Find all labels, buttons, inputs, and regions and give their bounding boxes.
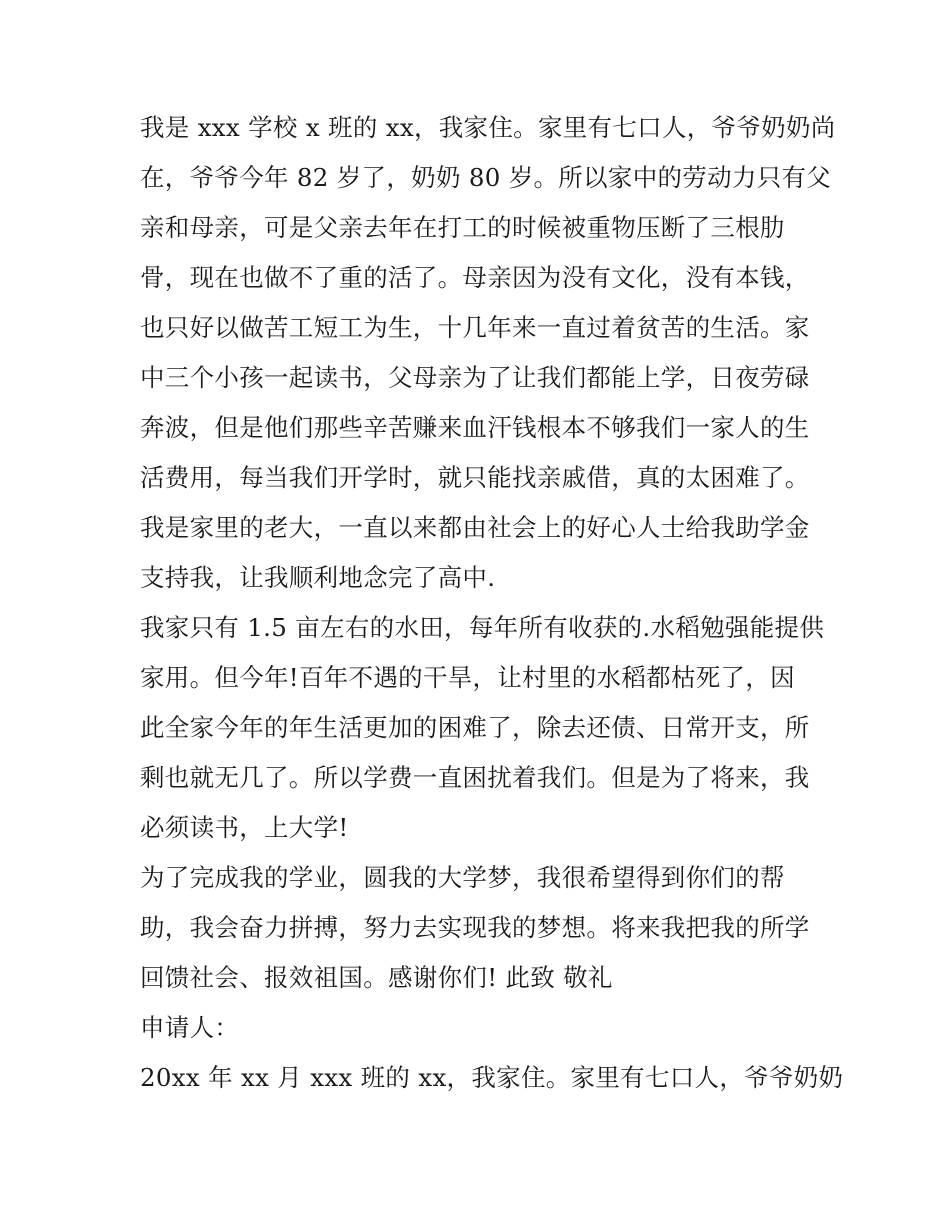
text-line: 亲和母亲，可是父亲去年在打工的时候被重物压断了三根肋 xyxy=(140,213,785,242)
text-line: 也只好以做苦工短工为生，十几年来一直过着贫苦的生活。家 xyxy=(140,313,810,342)
text-line: 支持我，让我顺利地念完了高中. xyxy=(140,563,496,592)
text-line: 此全家今年的年生活更加的困难了，除去还债、日常开支，所 xyxy=(140,713,810,742)
text-line: 我家只有 1.5 亩左右的水田，每年所有收获的.水稻勉强能提供 xyxy=(140,613,825,642)
text-line: 我是家里的老大，一直以来都由社会上的好心人士给我助学金 xyxy=(140,513,810,542)
text-line: 剩也就无几了。所以学费一直困扰着我们。但是为了将来，我 xyxy=(140,763,810,792)
text-line: 在，爷爷今年 82 岁了，奶奶 80 岁。所以家中的劳动力只有父 xyxy=(140,163,832,192)
text-line: 回馈社会、报效祖国。感谢你们! 此致 敬礼 xyxy=(140,963,613,992)
text-line: 活费用，每当我们开学时，就只能找亲戚借，真的太困难了。 xyxy=(140,463,810,492)
text-line: 我是 xxx 学校 x 班的 xx，我家住。家里有七口人，爷爷奶奶尚 xyxy=(140,113,836,142)
text-line: 为了完成我的学业，圆我的大学梦，我很希望得到你们的帮 xyxy=(140,863,785,892)
text-line: 骨，现在也做不了重的活了。母亲因为没有文化，没有本钱， xyxy=(140,263,810,292)
text-line: 必须读书，上大学! xyxy=(140,813,349,842)
applicant-label: 申请人： xyxy=(140,1013,240,1042)
text-line: 奔波，但是他们那些辛苦赚来血汗钱根本不够我们一家人的生 xyxy=(140,413,810,442)
text-line: 中三个小孩一起读书，父母亲为了让我们都能上学，日夜劳碌 xyxy=(140,363,810,392)
text-line: 助，我会奋力拼搏，努力去实现我的梦想。将来我把我的所学 xyxy=(140,913,810,942)
text-line: 家用。但今年!百年不遇的干旱，让村里的水稻都枯死了，因 xyxy=(140,663,795,692)
text-line: 20xx 年 xx 月 xxx 班的 xx，我家住。家里有七口人，爷爷奶奶 xyxy=(140,1063,844,1092)
